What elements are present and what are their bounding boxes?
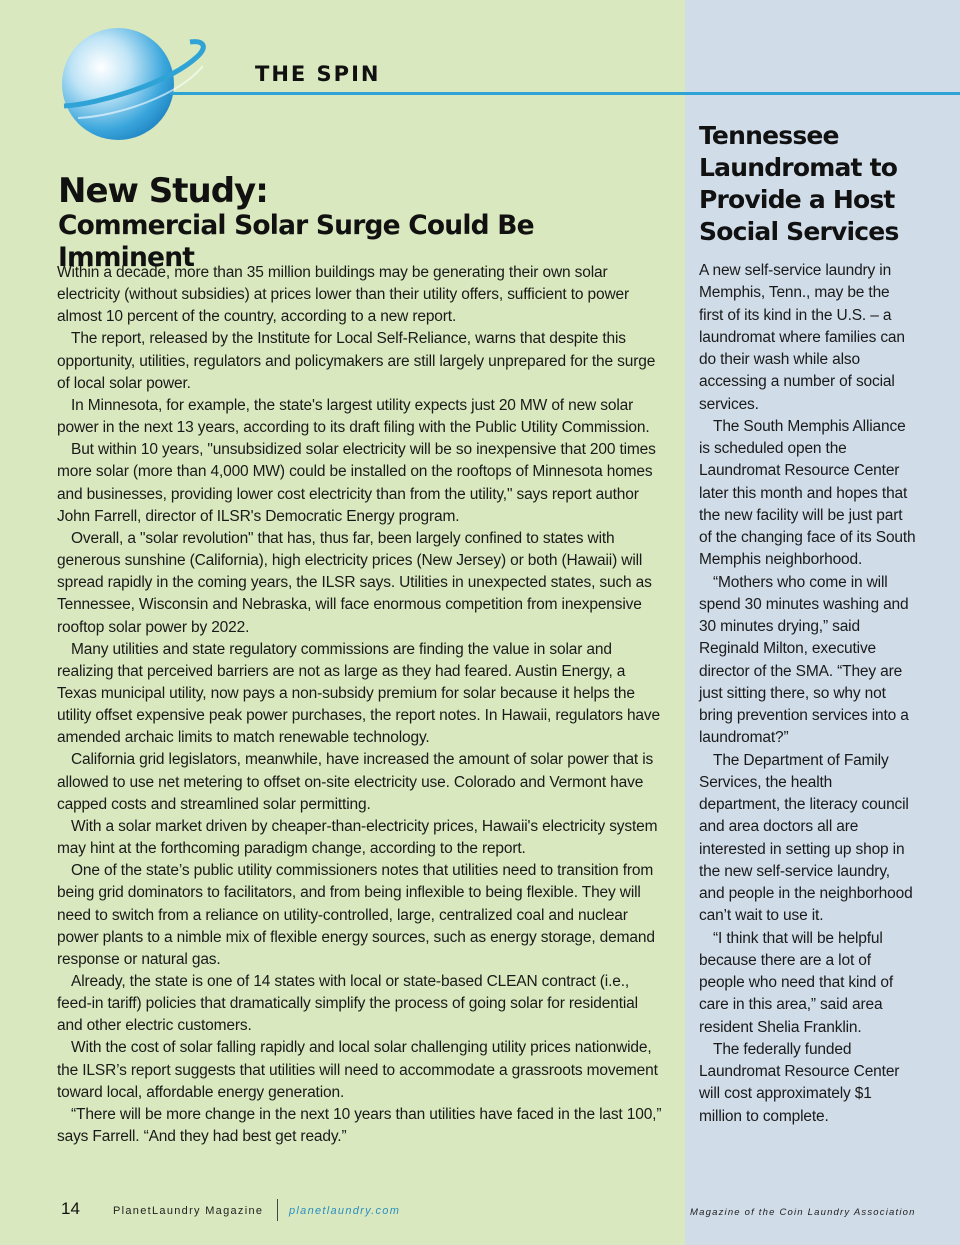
website-link[interactable]: planetlaundry.com xyxy=(289,1205,401,1217)
sidebar-body xyxy=(699,260,917,1128)
article-paragraph: California grid legislators, meanwhile, have increased the amount of solar power that is allowed to use net metering to offset on-site electricity use. Colorado and Vermont have capped costs and streamlined solar permitting. xyxy=(57,751,654,813)
article-paragraph: “There will be more change in the next 10 years than utilities have faced in the last 100,” says Farrell. “And they had best get ready.” xyxy=(57,1105,662,1146)
sidebar-paragraph: “I think that will be helpful because there are a lot of people who need that kind of care in this area,” said area resident Shelia Franklin. xyxy=(699,929,894,1036)
article-paragraph: But within 10 years, "unsubsidized solar electricity will be so inexpensive that 200 times more solar (more than 4,000 MW) could be installed on the rooftops of Minnesota homes and businesses, providing lower cost electricity than from the utility," says report author John Farrell, director of ILSR's Democratic Energy program. xyxy=(57,441,656,525)
article-paragraph: With a solar market driven by cheaper-than-electricity prices, Hawaii's electricity system may hint at the forthcoming paradigm change, according to the report. xyxy=(57,817,658,858)
article-paragraph: Many utilities and state regulatory commissions are finding the value in solar and realizing that perceived barriers are not as large as they had feared. Austin Energy, a Texas municipal utility, now pays a non-subsidy premium for solar because it helps the utility offset expensive peak power purchases, the report notes. In Hawaii, regulators have amended archaic limits to match renewable technology. xyxy=(57,640,660,747)
publication-name: PlanetLaundry Magazine xyxy=(113,1205,264,1217)
article-body xyxy=(57,262,665,1148)
article-title-line2: Commercial Solar Surge Could Be Imminent xyxy=(58,210,534,273)
article-paragraph: Within a decade, more than 35 million buildings may be generating their own solar electricity (without subsidies) at prices lower than their utility offers, sufficient to power almost 10 percent of the country, according to a new report. xyxy=(57,264,629,326)
article-title-line1: New Study: xyxy=(58,171,268,211)
section-label: THE SPIN xyxy=(255,62,381,86)
article-paragraph: Overall, a "solar revolution" that has, thus far, been largely confined to states with generous sunshine (California), high electricity prices (New Jersey) or both (Hawaii) will spread rapidly in the coming years, the ILSR says. Utilities in unexpected states, such as Tennessee, Wisconsin and Nebraska, will face enormous competition from inexpensive rooftop solar power by 2022. xyxy=(57,529,652,636)
article-paragraph: The report, released by the Institute for Local Self-Reliance, warns that despite this opportunity, utilities, regulators and policymakers are still largely unprepared for the surge of local solar power. xyxy=(57,330,656,392)
sidebar-title: Tennessee Laundromat to Provide a Host Social Services xyxy=(699,121,899,246)
sidebar-paragraph: The Department of Family Services, the health department, the literacy council and area doctors all are interested in setting up shop in the new self-service laundry, and people in the neighborhood can’t wait to use it. xyxy=(699,751,913,925)
sidebar-paragraph: The federally funded Laundromat Resource Center will cost approximately $1 million to complete. xyxy=(699,1040,900,1125)
page-number: 14 xyxy=(61,1199,80,1218)
sidebar-paragraph: A new self-service laundry in Memphis, Tenn., may be the first of its kind in the U.S. – a laundromat where families can do their wash while also accessing a number of social services. xyxy=(699,262,905,413)
header-rule xyxy=(170,92,960,95)
article-paragraph: With the cost of solar falling rapidly and local solar challenging utility prices nationwide, the ILSR’s report suggests that utilities will need to accommodate a grassroots movement toward local, affordable energy generation. xyxy=(57,1039,658,1101)
footer-divider xyxy=(277,1199,278,1221)
globe-logo-icon xyxy=(58,26,208,144)
article-paragraph: Already, the state is one of 14 states with local or state-based CLEAN contract (i.e., feed-in tariff) policies that dramatically simplify the process of going solar for residential and other electric customers. xyxy=(57,973,638,1035)
article-paragraph: One of the state’s public utility commissioners notes that utilities need to transition from being grid dominators to facilitators, and from being inflexible to being flexible. They will need to switch from a reliance on utility-controlled, large, centralized coal and nuclear power plants to a nimble mix of flexible energy sources, such as energy storage, demand response or natural gas. xyxy=(57,862,655,968)
association-tagline: Magazine of the Coin Laundry Association xyxy=(690,1207,916,1218)
article-title xyxy=(58,172,678,274)
article-paragraph: In Minnesota, for example, the state's largest utility expects just 20 MW of new solar power in the next 13 years, according to its draft filing with the Public Utility Commission. xyxy=(57,396,650,437)
sidebar-paragraph: The South Memphis Alliance is scheduled open the Laundromat Resource Center later this month and hopes that the new facility will be just part of the changing face of its South Memphis neighborhood. xyxy=(699,417,916,569)
sidebar-paragraph: “Mothers who come in will spend 30 minutes washing and 30 minutes drying,” said Reginald Milton, executive director of the SMA. “They are just sitting there, so why not bring prevention services into a laundromat?” xyxy=(699,573,909,747)
